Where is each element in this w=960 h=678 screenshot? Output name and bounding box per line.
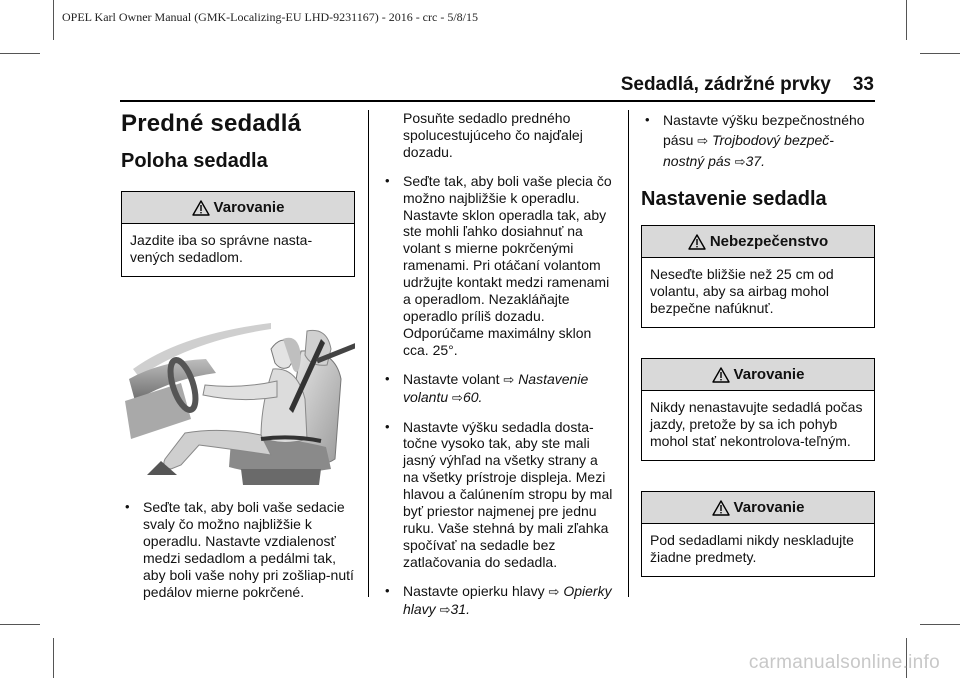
reference-arrow-icon: ⇨ [548, 583, 560, 599]
warning-header [642, 359, 874, 391]
crop-mark [53, 638, 54, 678]
crop-mark [0, 53, 40, 54]
warning-box [121, 191, 355, 277]
reference-arrow-icon: ⇨ [452, 389, 463, 405]
list-item-continuation: Posuňte sedadlo predného spolucestujúceho čo najďalej dozadu. [403, 110, 583, 160]
seating-position-illustration [121, 309, 355, 489]
print-meta: OPEL Karl Owner Manual (GMK-Localizing-EU LHD-9231167) - 2016 - crc - 5/8/15 [62, 10, 478, 24]
reference-arrow-icon: ⇨ [697, 133, 709, 148]
warning-header [122, 192, 354, 224]
page-number: 33 [852, 74, 874, 95]
danger-header [642, 226, 874, 258]
warning-header [642, 492, 874, 524]
cross-reference[interactable]: Nastavenie volantu [403, 370, 589, 405]
page-title: Predné sedadlá [121, 110, 302, 137]
warning-text: Nikdy nenastavujte sedadlá počas jazdy, pretože by sa ich pohyb mohol stať nekontrolova-teľným. [650, 399, 863, 449]
header-rule [120, 100, 875, 102]
crop-mark [920, 624, 960, 625]
bullet-list [381, 110, 615, 618]
warning-triangle-icon [192, 200, 210, 216]
column-divider [368, 110, 369, 597]
reference-page[interactable]: 60 [462, 388, 479, 405]
column-2 [381, 104, 615, 618]
column-3 [641, 104, 875, 577]
running-head [621, 74, 874, 96]
list-item: • Nastavte výšku bezpečnostného pásu ⇨ Trojbodový bezpeč-nostný pás ⇨37. [641, 110, 875, 172]
warning-box [641, 358, 875, 461]
warning-label: Varovanie [733, 499, 805, 516]
warning-text: Pod sedadlami nikdy neskladujte žiadne predmety. [650, 532, 854, 565]
list-item: • Nastavte opierku hlavy ⇨ Opierky hlavy ⇨31. [381, 583, 615, 619]
section-title: Sedadlá, zádržné prvky [620, 74, 831, 95]
warning-label: Varovanie [733, 366, 805, 383]
bullet-list [641, 110, 875, 172]
crop-mark [920, 53, 960, 54]
cross-reference[interactable]: Opierky hlavy [403, 582, 612, 617]
danger-box [641, 225, 875, 328]
crop-mark [906, 0, 907, 40]
list-item: • Nastavte výšku sedadla dosta-točne vysoko tak, aby ste mali jasný výhľad na všetky strany a na všetky prístroje displeja. Mezi hlavou a čalúnením stropu by mal byť priestor najmenej pre jednu ruku. Vaše stehná by mali zľahka spočívať na sedadle bez zatlačovania do sedadla. [381, 419, 615, 571]
column-1 [121, 104, 355, 600]
warning-box [641, 491, 875, 577]
section-heading: Nastavenie sedadla [641, 188, 827, 210]
crop-mark [0, 624, 40, 625]
list-item: • Seďte tak, aby boli vaše plecia čo možno najbližšie k operadlu. Nastavte sklon operadla tak, aby ste mohli ľahko dosiahnuť na volant s mierne pokrčenými ramenami. Pri otáčaní volantom udržujte kontakt medzi ramenami a operadlom. Nezakláňajte operadlo príliš dozadu. Odporúčame maximálny sklon cca. 25°. [381, 173, 615, 359]
reference-page[interactable]: 31 [450, 600, 467, 617]
danger-text: Neseďte bližšie než 25 cm od volantu, aby sa airbag mohol bezpečne nafúknuť. [650, 266, 834, 316]
reference-arrow-icon: ⇨ [439, 601, 451, 617]
warning-triangle-icon [712, 367, 730, 383]
danger-label: Nebezpečenstvo [709, 233, 829, 250]
warning-text: Jazdite iba so správne nasta-vených sedadlom. [130, 232, 313, 265]
watermark: carmanualsonline.info [748, 652, 940, 673]
reference-arrow-icon: ⇨ [734, 154, 746, 169]
bullet-list [121, 499, 355, 600]
reference-page[interactable]: 37 [745, 153, 762, 169]
section-heading: Poloha sedadla [121, 150, 268, 172]
crop-mark [53, 0, 54, 40]
column-divider [628, 110, 629, 597]
warning-triangle-icon [688, 234, 706, 250]
reference-arrow-icon: ⇨ [503, 371, 515, 387]
list-item: • Nastavte volant ⇨ Nastavenie volantu ⇨60. [381, 371, 615, 407]
warning-label: Varovanie [213, 199, 285, 216]
list-item: • Seďte tak, aby boli vaše sedacie svaly čo možno najbližšie k operadlu. Nastavte vzdialenosť medzi sedadlom a pedálmi tak, aby boli vaše nohy pri zošliap-nutí pedálov mierne pokrčené. [121, 499, 355, 600]
cross-reference[interactable]: Trojbodový bezpeč-nostný pás [663, 132, 834, 169]
warning-triangle-icon [712, 500, 730, 516]
